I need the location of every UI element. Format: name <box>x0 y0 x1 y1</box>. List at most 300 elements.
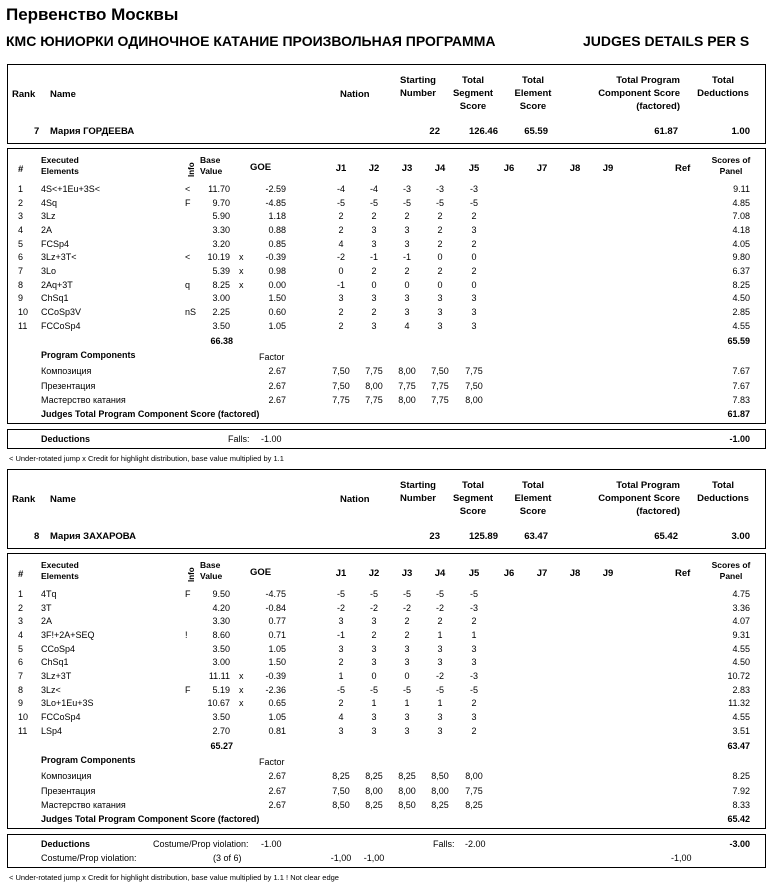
component-name: Презентация <box>41 380 96 391</box>
component-judge-score: 8,00 <box>365 380 383 391</box>
element-info: nS <box>185 306 197 317</box>
element-number: 7 <box>18 670 24 681</box>
element-judge-score: 0 <box>371 670 377 681</box>
element-base-value: 3.50 <box>212 711 230 722</box>
element-panel-score: 9.31 <box>732 629 750 640</box>
program-components-header: Program Components <box>41 755 136 766</box>
component-panel-score: 8.25 <box>732 771 750 782</box>
skater-pcs: 65.42 <box>654 531 678 542</box>
element-judge-score: 3 <box>471 224 477 235</box>
starting-number-header: Starting Number <box>400 75 436 99</box>
element-judge-score: 2 <box>471 698 477 709</box>
element-judge-score: -5 <box>369 197 378 208</box>
element-code: CCoSp3V <box>41 306 82 317</box>
costume-judge-2: -1,00 <box>363 853 385 863</box>
element-judge-score: 2 <box>404 629 410 640</box>
element-judge-score: -3 <box>402 184 411 194</box>
element-base-value: 9.70 <box>212 197 230 208</box>
table-row <box>0 644 771 656</box>
element-bonus-mark: x <box>239 698 244 709</box>
component-judge-score: 8,00 <box>465 771 483 782</box>
element-judge-score: 3 <box>404 238 410 249</box>
element-base-value: 8.25 <box>212 279 230 290</box>
table-row <box>0 307 771 319</box>
ref-header: Ref <box>675 568 691 579</box>
component-judge-score: 8,50 <box>431 771 449 782</box>
element-panel-score: 10.72 <box>727 670 750 681</box>
element-number: 5 <box>18 238 24 249</box>
costume-violation-value: -1.00 <box>261 839 282 849</box>
element-judge-score: 1 <box>338 670 344 681</box>
judges-total-pcs-value: 61.87 <box>727 408 750 419</box>
component-name: Мастерство катания <box>41 395 126 406</box>
element-number: 10 <box>18 711 29 722</box>
component-judge-score: 8,25 <box>365 800 383 811</box>
info-header: Info <box>187 162 196 177</box>
table-row <box>0 589 771 601</box>
table-row <box>0 184 771 196</box>
judge-header-j2: J2 <box>368 568 380 579</box>
total-element-score-header: Total Element Score <box>514 480 552 517</box>
element-goe: 0.81 <box>268 725 286 736</box>
falls-label: Falls: <box>433 839 455 849</box>
element-goe: -4.85 <box>265 197 286 208</box>
factor-header: Factor <box>259 757 285 768</box>
element-code: 3Lz+3T< <box>41 252 77 263</box>
element-judge-score: -3 <box>469 670 478 681</box>
element-base-value: 3.00 <box>212 293 230 304</box>
element-judge-score: 2 <box>338 657 344 668</box>
element-panel-score: 9.11 <box>733 184 750 194</box>
skater-name: Мария ЗАХАРОВА <box>50 531 136 542</box>
costume-violation-label-2: Costume/Prop violation: <box>41 853 137 863</box>
total-segment-score-header: Total Segment Score <box>452 75 494 112</box>
element-judge-score: 3 <box>371 238 377 249</box>
element-panel-score: 3.36 <box>732 602 750 613</box>
element-judge-score: 2 <box>404 265 410 276</box>
element-judge-score: 2 <box>338 698 344 709</box>
element-info: F <box>185 589 191 599</box>
element-judge-score: 3 <box>404 224 410 235</box>
element-panel-score: 9.80 <box>732 252 750 263</box>
component-judge-score: 8,00 <box>431 785 449 796</box>
element-judge-score: -5 <box>336 197 345 208</box>
element-judge-score: -4 <box>369 184 378 194</box>
executed-elements-header: Executed Elements <box>41 155 79 176</box>
element-panel-score: 4.07 <box>732 616 750 627</box>
page-title: Первенство Москвы <box>6 5 179 24</box>
element-judge-score: -3 <box>435 184 444 194</box>
skater-deductions: 1.00 <box>731 126 750 137</box>
element-judge-score: 3 <box>471 293 477 304</box>
element-judge-score: -5 <box>435 589 444 599</box>
component-name: Мастерство катания <box>41 800 126 811</box>
element-base-value: 3.20 <box>212 238 230 249</box>
element-judge-score: 2 <box>404 211 410 222</box>
element-code: 3T <box>41 602 52 613</box>
executed-elements-header: Executed Elements <box>41 560 79 581</box>
total-deductions-header: Total Deductions <box>697 480 749 504</box>
element-judge-score: -1 <box>402 252 411 263</box>
skater-deductions: 3.00 <box>731 531 750 542</box>
element-base-value: 3.30 <box>212 224 230 235</box>
table-row <box>0 712 771 724</box>
element-judge-score: 3 <box>471 643 477 654</box>
name-header: Name <box>50 494 76 505</box>
falls-label: Falls: <box>228 434 250 444</box>
element-judge-score: -5 <box>402 684 411 695</box>
element-panel-score: 7.08 <box>732 211 750 222</box>
element-judge-score: -2 <box>369 602 378 613</box>
element-code: ChSq1 <box>41 293 69 304</box>
element-judge-score: 3 <box>471 320 477 331</box>
table-row <box>0 198 771 210</box>
element-code: 4S<+1Eu+3S< <box>41 184 101 194</box>
component-judge-score: 7,50 <box>332 380 350 391</box>
element-judge-score: -5 <box>369 589 378 599</box>
element-panel-score: 4.75 <box>732 589 750 599</box>
element-code: 2A <box>41 616 53 627</box>
table-row <box>0 239 771 251</box>
element-judge-score: 3 <box>338 643 344 654</box>
component-row <box>0 786 771 798</box>
element-goe: 0.88 <box>268 224 286 235</box>
element-judge-score: 1 <box>437 698 443 709</box>
element-code: FCSp4 <box>41 238 70 249</box>
scores-of-panel-header: Scores of Panel <box>711 560 751 581</box>
element-number: 4 <box>18 629 24 640</box>
base-value-header: Base Value <box>200 155 223 176</box>
page-right-title: JUDGES DETAILS PER S <box>583 33 750 49</box>
element-info: F <box>185 197 191 208</box>
component-judge-score: 8,00 <box>365 785 383 796</box>
element-base-value: 4.20 <box>212 602 230 613</box>
element-code: 3Lo+1Eu+3S <box>41 698 94 709</box>
component-judge-score: 7,75 <box>431 395 449 406</box>
element-judge-score: 1 <box>404 698 410 709</box>
element-panel-score: 8.25 <box>732 279 750 290</box>
element-bonus-mark: x <box>239 279 244 290</box>
element-goe: -2.36 <box>265 684 286 695</box>
element-code: 4Tq <box>41 589 57 599</box>
element-judge-score: 2 <box>471 725 477 736</box>
element-judge-score: 3 <box>437 643 443 654</box>
judge-header-j6: J6 <box>503 568 515 579</box>
deductions-label: Deductions <box>41 839 91 849</box>
element-goe: 0.60 <box>268 306 286 317</box>
element-goe: -2.59 <box>265 184 286 194</box>
element-panel-score: 4.50 <box>732 657 750 668</box>
component-row <box>0 800 771 812</box>
component-judge-score: 8,00 <box>465 395 483 406</box>
element-judge-score: 0 <box>471 252 477 263</box>
component-judge-score: 8,25 <box>365 771 383 782</box>
element-number: 1 <box>18 184 24 194</box>
element-judge-score: 0 <box>371 279 377 290</box>
element-judge-score: 3 <box>371 657 377 668</box>
element-judge-score: 3 <box>371 224 377 235</box>
judge-header-j4: J4 <box>434 163 446 174</box>
element-bonus-mark: x <box>239 265 244 276</box>
element-judge-score: 0 <box>437 279 443 290</box>
element-judge-score: -1 <box>336 629 345 640</box>
component-judge-score: 7,50 <box>431 366 449 377</box>
element-judge-score: 2 <box>471 238 477 249</box>
scores-of-panel-header: Scores of Panel <box>711 155 751 176</box>
element-judge-score: -1 <box>369 252 378 263</box>
element-goe: 1.05 <box>268 643 286 654</box>
total-segment-score-header: Total Segment Score <box>452 480 494 517</box>
component-panel-score: 7.92 <box>732 785 750 796</box>
element-code: 2A <box>41 224 53 235</box>
component-judge-score: 7,75 <box>365 366 383 377</box>
table-row <box>0 726 771 738</box>
judge-header-j9: J9 <box>602 568 614 579</box>
element-judge-score: -5 <box>469 684 478 695</box>
table-row <box>0 685 771 697</box>
element-panel-score: 4.55 <box>732 320 750 331</box>
element-judge-score: 0 <box>437 252 443 263</box>
element-bonus-mark: x <box>239 684 244 695</box>
element-number: 5 <box>18 643 24 654</box>
skater-name: Мария ГОРДЕЕВА <box>50 126 135 137</box>
element-panel-score: 4.55 <box>732 711 750 722</box>
base-value-total: 66.38 <box>210 336 233 347</box>
element-base-value: 5.39 <box>212 265 230 276</box>
starting-number-header: Starting Number <box>400 480 436 504</box>
element-judge-score: 3 <box>371 711 377 722</box>
element-code: 2Aq+3T <box>41 279 73 290</box>
nation-header: Nation <box>340 89 370 100</box>
element-base-value: 10.67 <box>207 698 230 709</box>
component-panel-score: 7.83 <box>732 395 750 406</box>
element-code: 3Lz< <box>41 684 61 695</box>
component-factor: 2.67 <box>268 771 286 782</box>
element-judge-score: 4 <box>404 320 410 331</box>
element-base-value: 11.11 <box>208 670 230 681</box>
element-base-value: 3.50 <box>212 320 230 331</box>
judge-header-j1: J1 <box>335 568 347 579</box>
element-judge-score: 2 <box>437 265 443 276</box>
costume-judge-1: -1,00 <box>330 853 352 863</box>
element-goe: 0.00 <box>268 279 286 290</box>
element-code: 3Lz+3T <box>41 670 72 681</box>
judge-header-j2: J2 <box>368 163 380 174</box>
element-base-value: 10.19 <box>207 252 230 263</box>
table-row <box>0 698 771 710</box>
skater-tes: 65.59 <box>524 126 548 137</box>
element-judge-score: -1 <box>336 279 345 290</box>
element-judge-score: -3 <box>469 184 478 194</box>
deductions-total: -1.00 <box>729 434 750 444</box>
element-panel-score: 2.83 <box>732 684 750 695</box>
element-number: 1 <box>18 589 24 599</box>
element-goe: -0.39 <box>265 252 286 263</box>
falls-value: -1.00 <box>261 434 282 444</box>
judge-header-j4: J4 <box>434 568 446 579</box>
element-goe: 1.05 <box>268 320 286 331</box>
element-judge-score: -5 <box>402 589 411 599</box>
element-info: < <box>185 252 191 263</box>
program-components-header: Program Components <box>41 350 136 361</box>
deductions-total: -3.00 <box>729 839 750 849</box>
element-number: 10 <box>18 306 29 317</box>
goe-header: GOE <box>250 567 272 578</box>
component-panel-score: 7.67 <box>732 366 750 377</box>
element-code: ChSq1 <box>41 657 69 668</box>
skater-pcs: 61.87 <box>654 126 678 137</box>
element-judge-score: 3 <box>371 725 377 736</box>
component-judge-score: 8,00 <box>398 366 416 377</box>
component-judge-score: 8,25 <box>431 800 449 811</box>
element-judge-score: 3 <box>437 306 443 317</box>
element-judge-score: -5 <box>336 589 345 599</box>
element-judge-score: 4 <box>338 711 344 722</box>
element-number: 2 <box>18 197 24 208</box>
table-row <box>0 616 771 628</box>
element-judge-score: 2 <box>371 265 377 276</box>
table-row <box>0 211 771 223</box>
component-row <box>0 381 771 393</box>
element-judge-score: -5 <box>469 589 478 599</box>
element-judge-score: 3 <box>338 616 344 627</box>
element-judge-score: 1 <box>437 629 443 640</box>
element-judge-score: -4 <box>336 184 345 194</box>
element-goe: 0.71 <box>268 629 286 640</box>
element-panel-score: 6.37 <box>732 265 750 276</box>
element-number: 9 <box>18 293 24 304</box>
element-judge-score: 2 <box>471 265 477 276</box>
component-panel-score: 8.33 <box>732 800 750 811</box>
judge-header-j9: J9 <box>602 163 614 174</box>
nation-header: Nation <box>340 494 370 505</box>
component-name: Композиция <box>41 366 92 377</box>
table-row <box>0 266 771 278</box>
judge-header-j5: J5 <box>468 163 480 174</box>
component-judge-score: 8,25 <box>398 771 416 782</box>
element-info: q <box>185 279 191 290</box>
element-info: < <box>185 184 191 194</box>
table-row <box>0 671 771 683</box>
falls-value: -2.00 <box>465 839 486 849</box>
element-number: 6 <box>18 252 24 263</box>
element-panel-score: 4.50 <box>732 293 750 304</box>
element-code: CCoSp4 <box>41 643 76 654</box>
element-goe: 0.77 <box>268 616 286 627</box>
element-number: 2 <box>18 602 24 613</box>
element-judge-score: -5 <box>469 197 478 208</box>
judge-header-j8: J8 <box>569 568 581 579</box>
element-goe: 1.05 <box>268 711 286 722</box>
table-row <box>0 280 771 292</box>
judges-total-pcs-label: Judges Total Program Component Score (factored) <box>41 408 260 419</box>
element-base-value: 5.90 <box>212 211 230 222</box>
element-judge-score: 2 <box>471 211 477 222</box>
element-judge-score: -5 <box>435 197 444 208</box>
element-goe: 1.50 <box>268 657 286 668</box>
component-factor: 2.67 <box>268 395 286 406</box>
rank-header: Rank <box>12 89 36 100</box>
element-judge-score: -3 <box>469 602 478 613</box>
element-goe: 0.65 <box>268 698 286 709</box>
element-judge-score: 0 <box>338 265 344 276</box>
element-code: FCCoSp4 <box>41 711 81 722</box>
element-base-value: 3.30 <box>212 616 230 627</box>
element-judge-score: 3 <box>404 711 410 722</box>
component-judge-score: 7,50 <box>465 380 483 391</box>
element-judge-score: 1 <box>471 629 477 640</box>
element-number: 4 <box>18 224 24 235</box>
element-judge-score: -2 <box>336 602 345 613</box>
element-base-value: 11.70 <box>208 184 230 194</box>
judge-header-j8: J8 <box>569 163 581 174</box>
component-name: Композиция <box>41 771 92 782</box>
element-judge-score: 3 <box>437 657 443 668</box>
component-row <box>0 366 771 378</box>
element-panel-score: 4.85 <box>732 197 750 208</box>
element-panel-score: 3.51 <box>732 725 750 736</box>
component-factor: 2.67 <box>268 800 286 811</box>
component-judge-score: 8,50 <box>398 800 416 811</box>
page-subtitle: КМС ЮНИОРКИ ОДИНОЧНОЕ КАТАНИЕ ПРОИЗВОЛЬНАЯ ПРОГРАММА <box>6 33 496 49</box>
num-header: # <box>18 164 24 175</box>
element-base-value: 3.00 <box>212 657 230 668</box>
judges-total-pcs-value: 65.42 <box>727 813 750 824</box>
deductions-label: Deductions <box>41 434 91 444</box>
element-judge-score: 3 <box>437 711 443 722</box>
element-goe: 1.50 <box>268 293 286 304</box>
judges-total-pcs-label: Judges Total Program Component Score (factored) <box>41 813 260 824</box>
element-number: 6 <box>18 657 24 668</box>
element-code: LSp4 <box>41 725 63 736</box>
element-judge-score: 1 <box>371 698 377 709</box>
element-judge-score: 3 <box>371 643 377 654</box>
component-row <box>0 771 771 783</box>
component-panel-score: 7.67 <box>732 380 750 391</box>
element-judge-score: 3 <box>437 725 443 736</box>
element-number: 11 <box>18 320 28 331</box>
table-row <box>0 630 771 642</box>
component-judge-score: 7,75 <box>431 380 449 391</box>
table-row <box>0 603 771 615</box>
table-row <box>0 225 771 237</box>
component-judge-score: 8,00 <box>398 785 416 796</box>
element-judge-score: 3 <box>437 293 443 304</box>
element-judge-score: 3 <box>371 320 377 331</box>
base-value-header: Base Value <box>200 560 223 581</box>
element-code: 3Lz <box>41 211 56 222</box>
component-judge-score: 8,25 <box>465 800 483 811</box>
rank-header: Rank <box>12 494 36 505</box>
element-judge-score: -5 <box>402 197 411 208</box>
panel-score-total: 65.59 <box>727 336 750 347</box>
element-judge-score: 3 <box>371 293 377 304</box>
total-element-score-header: Total Element Score <box>514 75 552 112</box>
element-number: 11 <box>18 725 28 736</box>
element-judge-score: 3 <box>404 293 410 304</box>
skater-start-number: 23 <box>429 531 440 542</box>
element-judge-score: 2 <box>338 224 344 235</box>
element-judge-score: 2 <box>437 224 443 235</box>
element-code: 3F!+2A+SEQ <box>41 629 95 640</box>
element-judge-score: 0 <box>471 279 477 290</box>
table-row <box>0 657 771 669</box>
costume-violation-count: (3 of 6) <box>213 853 242 863</box>
element-judge-score: 2 <box>437 616 443 627</box>
element-judge-score: 0 <box>404 670 410 681</box>
element-info: F <box>185 684 191 695</box>
judge-header-j5: J5 <box>468 568 480 579</box>
